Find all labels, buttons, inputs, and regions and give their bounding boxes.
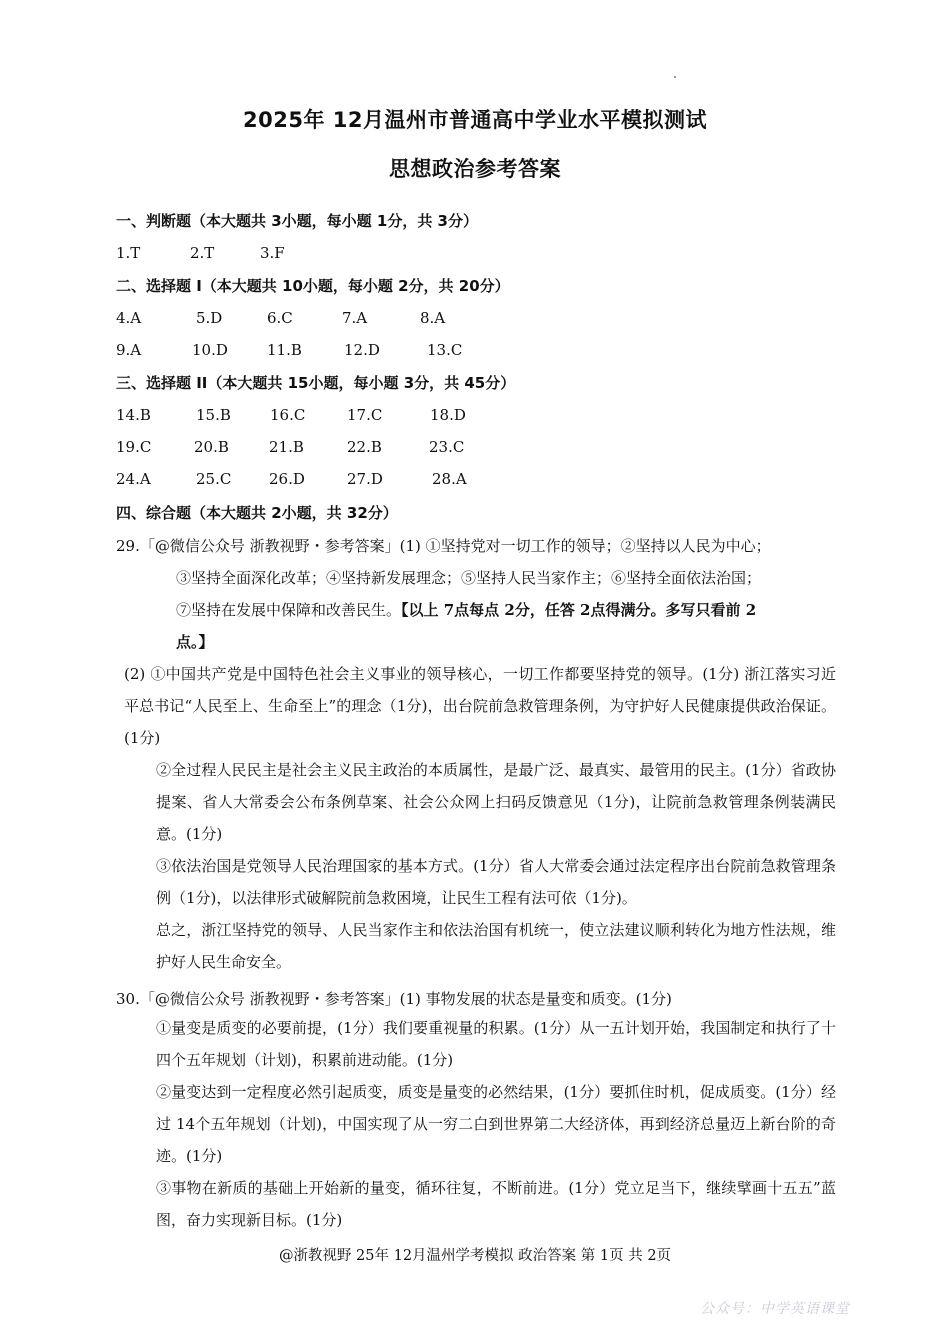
answer-item: 11.B (267, 341, 302, 359)
q29-part2-paragraph: (2) ①中国共产党是中国特色社会主义事业的领导核心，一切工作都要坚持党的领导。(1分) 浙江落实习近平总书记“人民至上、生命至上”的理念（1分)，出台院前急救管理条例，为守护好人民健康提供政治保证。(1分) (124, 665, 836, 747)
answer-item: 28.A (432, 470, 467, 488)
answer-item: 4.A (116, 309, 142, 327)
q29-part1-line: 29.「@微信公众号 浙教视野・参考答案」(1) ①坚持党对一切工作的领导；②坚持以人民为中心； (116, 537, 771, 555)
answer-item: 26.D (269, 470, 305, 488)
q29-part2-paragraph: ②全过程人民民主是社会主义民主政治的本质属性，是最广泛、最真实、最管用的民主。(1分）省政协提案、省人大常委会公布条例草案、社会公众网上扫码反馈意见（1分)，让院前急救管理条例装满民意。(1分) (156, 761, 836, 843)
answer-item: 24.A (116, 470, 151, 488)
q29-summary: 总之，浙江坚持党的领导、人民当家作主和依法治国有机统一，使立法建议顺利转化为地方性法规，维护好人民生命安全。 (156, 921, 836, 971)
answer-row (116, 406, 816, 426)
answer-item: 2.T (190, 244, 215, 262)
scan-dot (674, 76, 676, 78)
q29-part1-text: ⑦坚持在发展中保障和改善民生。 (176, 601, 402, 619)
answer-item: 20.B (194, 438, 229, 456)
answer-item: 5.D (196, 309, 223, 327)
answer-item: 13.C (427, 341, 463, 359)
page-subtitle: 思想政治参考答案 (389, 157, 561, 181)
answer-item: 25.C (196, 470, 232, 488)
q30-paragraph: ①量变是质变的必要前提，(1分）我们要重视量的积累。(1分）从一五计划开始，我国制定和执行了十四个五年规划（计划)，积累前进动能。(1分) (156, 1019, 836, 1069)
section-heading-choice-1: 二、选择题 I（本大题共 10小题，每小题 2分，共 20分） (116, 277, 510, 295)
answer-row (116, 309, 816, 329)
answer-item: 8.A (420, 309, 446, 327)
answer-item: 17.C (347, 406, 383, 424)
q29-scoring-note: 【以上 7点每点 2分，任答 2点得满分。多写只看前 2 (401, 601, 757, 619)
page-footer: @浙教视野 25年 12月温州学考模拟 政治答案 第 1页 共 2页 (278, 1248, 672, 1264)
page-title: 2025年 12月温州市普通高中学业水平模拟测试 (243, 108, 707, 132)
section-heading-judgment: 一、判断题（本大题共 3小题，每小题 1分，共 3分） (116, 212, 478, 230)
answer-row (116, 470, 816, 490)
q30-paragraph: ③事物在新质的基础上开始新的量变，循环往复，不断前进。(1分）党立足当下，继续擘画十五五”蓝图，奋力实现新目标。(1分) (156, 1179, 836, 1229)
answer-item: 3.F (260, 244, 285, 262)
answer-item: 27.D (347, 470, 383, 488)
q30-part1-line: 30.「@微信公众号 浙教视野・参考答案」(1) 事物发展的状态是量变和质变。(1分) (116, 990, 672, 1008)
answer-item: 22.B (347, 438, 382, 456)
q30-paragraph: ②量变达到一定程度必然引起质变，质变是量变的必然结果，(1分）要抓住时机，促成质变。(1分）经过 14个五年规划（计划)，中国实现了从一穷二白到世界第二大经济体，再到经济总量迈上新台阶的奇迹。(1分) (156, 1083, 836, 1165)
answer-row (116, 244, 816, 264)
answer-item: 19.C (116, 438, 152, 456)
answer-item: 15.B (196, 406, 231, 424)
q29-part1-line (176, 599, 756, 620)
q29-scoring-note-end: 点。】 (176, 633, 214, 651)
answer-item: 10.D (192, 341, 228, 359)
watermark: 公众号：中学英语课堂 (700, 1301, 850, 1317)
q29-part2-paragraph: ③依法治国是党领导人民治理国家的基本方式。(1分）省人大常委会通过法定程序出台院前急救管理条例（1分)，以法律形式破解院前急救困境，让民生工程有法可依（1分)。 (156, 857, 836, 907)
answer-item: 7.A (342, 309, 368, 327)
answer-row (116, 438, 816, 458)
answer-item: 23.C (429, 438, 465, 456)
section-heading-choice-2: 三、选择题 II（本大题共 15小题，每小题 3分，共 45分） (116, 374, 516, 392)
q29-part1-line: ③坚持全面深化改革；④坚持新发展理念；⑤坚持人民当家作主；⑥坚持全面依法治国； (176, 569, 762, 587)
answer-item: 6.C (267, 309, 293, 327)
answer-item: 12.D (344, 341, 380, 359)
answer-item: 1.T (116, 244, 141, 262)
answer-item: 18.D (430, 406, 466, 424)
answer-row (116, 341, 816, 361)
answer-item: 21.B (269, 438, 304, 456)
section-heading-comprehensive: 四、综合题（本大题共 2小题，共 32分） (116, 504, 398, 522)
answer-item: 16.C (270, 406, 306, 424)
answer-item: 9.A (116, 341, 142, 359)
answer-item: 14.B (116, 406, 151, 424)
